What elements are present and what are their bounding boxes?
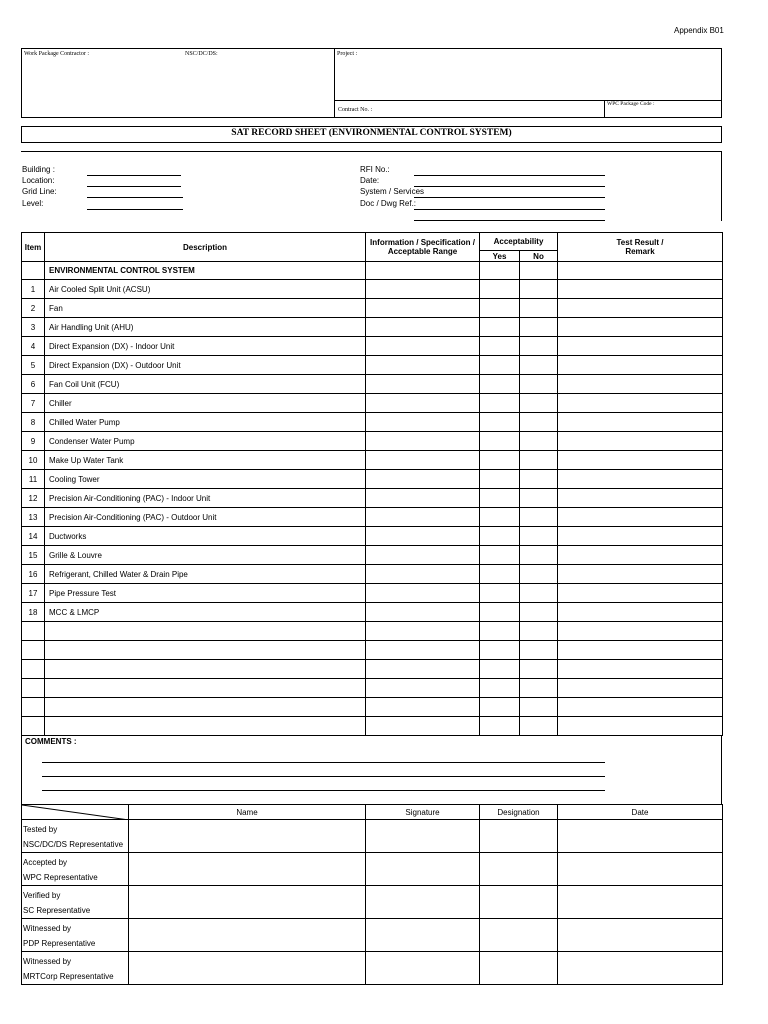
info-spec-cell[interactable] [366, 432, 480, 451]
item-description: Condenser Water Pump [45, 432, 366, 451]
item-number [22, 717, 45, 736]
role-cell [22, 820, 129, 853]
info-spec-cell[interactable] [366, 489, 480, 508]
location-label: Location: [22, 176, 55, 185]
test-result-cell[interactable] [558, 489, 723, 508]
table-row [22, 622, 723, 641]
item-number: 8 [22, 413, 45, 432]
test-result-cell[interactable] [558, 337, 723, 356]
item-description: Air Cooled Split Unit (ACSU) [45, 280, 366, 299]
info-spec-cell[interactable] [366, 584, 480, 603]
role-cell [22, 853, 129, 886]
table-row [22, 318, 723, 337]
info-spec-cell[interactable] [366, 508, 480, 527]
info-spec-cell[interactable] [366, 280, 480, 299]
comments-line-1[interactable] [42, 762, 605, 763]
no-cell[interactable] [520, 451, 558, 470]
yes-cell[interactable] [480, 603, 520, 622]
info-spec-cell[interactable] [366, 565, 480, 584]
yes-cell[interactable] [480, 318, 520, 337]
yes-cell[interactable] [480, 413, 520, 432]
test-result-cell[interactable] [558, 660, 723, 679]
grid-line-field[interactable] [87, 197, 183, 198]
name-cell[interactable] [129, 886, 366, 919]
no-cell[interactable] [520, 299, 558, 318]
signoff-table [21, 804, 723, 985]
no-header: No [520, 251, 558, 262]
table-row [22, 603, 723, 622]
item-number [22, 641, 45, 660]
item-number [22, 679, 45, 698]
item-number: 2 [22, 299, 45, 318]
table-row [22, 584, 723, 603]
test-result-cell[interactable] [558, 622, 723, 641]
item-number: 1 [22, 280, 45, 299]
table-row [22, 508, 723, 527]
date-cell[interactable] [558, 820, 723, 853]
signoff-row [22, 820, 723, 853]
yes-cell[interactable] [480, 508, 520, 527]
date-header: Date [558, 805, 723, 820]
yes-cell[interactable] [480, 394, 520, 413]
yes-cell[interactable] [480, 432, 520, 451]
signature-header: Signature [366, 805, 480, 820]
no-cell[interactable] [520, 508, 558, 527]
item-description [45, 717, 366, 736]
contract-no-label: Contract No. : [338, 107, 373, 113]
test-result-header: Test Result / Remark [558, 233, 723, 262]
item-number [22, 622, 45, 641]
wpc-package-code-label: WPC Package Code : [607, 101, 655, 107]
no-cell[interactable] [520, 375, 558, 394]
role-representative: SC Representative [23, 906, 91, 915]
table-row [22, 527, 723, 546]
table-row [22, 337, 723, 356]
info-spec-cell[interactable] [366, 356, 480, 375]
yes-cell[interactable] [480, 451, 520, 470]
item-description [45, 660, 366, 679]
comments-line-3[interactable] [42, 790, 605, 791]
yes-cell[interactable] [480, 660, 520, 679]
table-row [22, 451, 723, 470]
date-cell[interactable] [558, 853, 723, 886]
table-row [22, 394, 723, 413]
item-description: Fan [45, 299, 366, 318]
comments-line-2[interactable] [42, 776, 605, 777]
no-cell[interactable] [520, 603, 558, 622]
item-number: 9 [22, 432, 45, 451]
table-row [22, 299, 723, 318]
appendix-label: Appendix B01 [674, 26, 724, 35]
no-cell[interactable] [520, 413, 558, 432]
wp-contractor-label: Work Package Contractor : [24, 51, 89, 57]
item-description: Grille & Louvre [45, 546, 366, 565]
item-number: 18 [22, 603, 45, 622]
signature-cell[interactable] [366, 886, 480, 919]
yes-cell[interactable] [480, 299, 520, 318]
info-spec-cell[interactable] [366, 679, 480, 698]
item-description [45, 641, 366, 660]
yes-header: Yes [480, 251, 520, 262]
yes-cell[interactable] [480, 698, 520, 717]
signature-cell[interactable] [366, 919, 480, 952]
yes-cell[interactable] [480, 375, 520, 394]
yes-cell[interactable] [480, 337, 520, 356]
designation-cell[interactable] [480, 952, 558, 985]
test-result-cell[interactable] [558, 280, 723, 299]
item-number: 12 [22, 489, 45, 508]
doc-dwg-ref-field[interactable] [414, 209, 605, 210]
no-cell[interactable] [520, 337, 558, 356]
test-result-cell[interactable] [558, 717, 723, 736]
item-number [22, 698, 45, 717]
table-row [22, 660, 723, 679]
signoff-row [22, 886, 723, 919]
item-description: Direct Expansion (DX) - Indoor Unit [45, 337, 366, 356]
yes-cell[interactable] [480, 489, 520, 508]
item-description: Pipe Pressure Test [45, 584, 366, 603]
item-number [22, 660, 45, 679]
item-description: Fan Coil Unit (FCU) [45, 375, 366, 394]
info-spec-cell[interactable] [366, 622, 480, 641]
item-number: 6 [22, 375, 45, 394]
nsc-label: NSC/DC/DS: [185, 51, 218, 57]
page-title: SAT RECORD SHEET (ENVIRONMENTAL CONTROL SYSTEM) [231, 128, 512, 138]
item-number: 3 [22, 318, 45, 337]
no-cell[interactable] [520, 432, 558, 451]
building-field[interactable] [87, 175, 181, 176]
yes-cell[interactable] [480, 546, 520, 565]
role-action: Witnessed by [23, 957, 72, 966]
test-result-cell[interactable] [558, 641, 723, 660]
test-result-cell[interactable] [558, 451, 723, 470]
test-result-cell[interactable] [558, 432, 723, 451]
item-description: Precision Air-Conditioning (PAC) - Outdoor Unit [45, 508, 366, 527]
test-result-cell[interactable] [558, 565, 723, 584]
yes-cell[interactable] [480, 622, 520, 641]
test-result-cell[interactable] [558, 527, 723, 546]
test-result-cell[interactable] [558, 508, 723, 527]
test-result-cell[interactable] [558, 413, 723, 432]
diagonal-line [22, 805, 129, 820]
role-action: Witnessed by [23, 924, 72, 933]
info-spec-cell[interactable] [366, 660, 480, 679]
role-representative: NSC/DC/DS Representative [23, 840, 124, 849]
no-cell[interactable] [520, 527, 558, 546]
name-cell[interactable] [129, 919, 366, 952]
yes-cell[interactable] [480, 641, 520, 660]
comments-box [21, 735, 722, 805]
test-result-cell[interactable] [558, 546, 723, 565]
test-result-cell[interactable] [558, 375, 723, 394]
item-description: Air Handling Unit (AHU) [45, 318, 366, 337]
item-description: Direct Expansion (DX) - Outdoor Unit [45, 356, 366, 375]
yes-cell[interactable] [480, 717, 520, 736]
item-description: Ductworks [45, 527, 366, 546]
item-number: 10 [22, 451, 45, 470]
role-cell [22, 952, 129, 985]
doc-dwg-ref-label: Doc / Dwg Ref.: [360, 199, 417, 208]
test-result-cell[interactable] [558, 584, 723, 603]
yes-cell[interactable] [480, 565, 520, 584]
yes-cell[interactable] [480, 679, 520, 698]
date-field[interactable] [414, 186, 605, 187]
table-row [22, 413, 723, 432]
info-spec-cell[interactable] [366, 698, 480, 717]
section-title: ENVIRONMENTAL CONTROL SYSTEM [45, 262, 366, 280]
acceptability-header: Acceptability [480, 233, 558, 251]
item-number: 5 [22, 356, 45, 375]
info-spec-cell[interactable] [366, 527, 480, 546]
info-spec-cell[interactable] [366, 470, 480, 489]
test-result-cell[interactable] [558, 356, 723, 375]
signoff-row [22, 919, 723, 952]
signoff-row [22, 853, 723, 886]
test-result-cell[interactable] [558, 603, 723, 622]
name-header: Name [129, 805, 366, 820]
table-row [22, 470, 723, 489]
item-number: 15 [22, 546, 45, 565]
designation-cell[interactable] [480, 820, 558, 853]
rfi-no-field[interactable] [414, 175, 605, 176]
signoff-row [22, 952, 723, 985]
no-cell[interactable] [520, 356, 558, 375]
test-result-cell[interactable] [558, 394, 723, 413]
table-row [22, 375, 723, 394]
info-spec-cell[interactable] [366, 394, 480, 413]
item-description: Make Up Water Tank [45, 451, 366, 470]
signature-cell[interactable] [366, 853, 480, 886]
test-result-cell[interactable] [558, 698, 723, 717]
diagonal-corner-cell [22, 805, 129, 820]
yes-cell[interactable] [480, 280, 520, 299]
yes-cell[interactable] [480, 527, 520, 546]
designation-header: Designation [480, 805, 558, 820]
item-number: 17 [22, 584, 45, 603]
comments-label: COMMENTS : [25, 737, 77, 746]
item-number: 16 [22, 565, 45, 584]
signature-cell[interactable] [366, 820, 480, 853]
table-row [22, 565, 723, 584]
no-cell[interactable] [520, 470, 558, 489]
item-description [45, 622, 366, 641]
name-cell[interactable] [129, 952, 366, 985]
table-row [22, 280, 723, 299]
date-cell[interactable] [558, 919, 723, 952]
table-row [22, 717, 723, 736]
table-row [22, 679, 723, 698]
signature-cell[interactable] [366, 952, 480, 985]
table-row [22, 489, 723, 508]
test-result-cell[interactable] [558, 679, 723, 698]
name-cell[interactable] [129, 853, 366, 886]
info-spec-cell[interactable] [366, 546, 480, 565]
role-cell [22, 919, 129, 952]
table-row [22, 356, 723, 375]
date-cell[interactable] [558, 886, 723, 919]
info-spec-cell[interactable] [366, 375, 480, 394]
name-cell[interactable] [129, 820, 366, 853]
item-number: 11 [22, 470, 45, 489]
item-description: MCC & LMCP [45, 603, 366, 622]
item-description: Refrigerant, Chilled Water & Drain Pipe [45, 565, 366, 584]
item-header: Item [22, 233, 45, 262]
info-spec-cell[interactable] [366, 337, 480, 356]
info-spec-cell[interactable] [366, 641, 480, 660]
table-row [22, 546, 723, 565]
date-label: Date: [360, 176, 380, 185]
no-cell[interactable] [520, 717, 558, 736]
level-field[interactable] [87, 209, 183, 210]
yes-cell[interactable] [480, 470, 520, 489]
system-services-field[interactable] [414, 197, 605, 198]
no-cell[interactable] [520, 641, 558, 660]
item-number: 4 [22, 337, 45, 356]
no-cell[interactable] [520, 280, 558, 299]
system-services-label: System / Services [360, 187, 425, 196]
no-cell[interactable] [520, 489, 558, 508]
info-spec-header: Information / Specification / Acceptable Range [366, 233, 480, 262]
no-cell[interactable] [520, 546, 558, 565]
no-cell[interactable] [520, 622, 558, 641]
location-field[interactable] [87, 186, 181, 187]
building-label: Building : [22, 165, 55, 174]
item-description: Precision Air-Conditioning (PAC) - Indoor Unit [45, 489, 366, 508]
info-spec-cell[interactable] [366, 603, 480, 622]
date-cell[interactable] [558, 952, 723, 985]
checklist-table [21, 232, 723, 736]
table-row [22, 641, 723, 660]
item-description [45, 679, 366, 698]
no-cell[interactable] [520, 660, 558, 679]
rfi-no-label: RFI No.: [360, 165, 390, 174]
test-result-cell[interactable] [558, 470, 723, 489]
role-action: Verified by [23, 891, 61, 900]
no-cell[interactable] [520, 584, 558, 603]
info-spec-cell[interactable] [366, 318, 480, 337]
table-row [22, 432, 723, 451]
grid-line-label: Grid Line: [22, 187, 57, 196]
doc-dwg-ref-field-2[interactable] [414, 220, 605, 221]
role-action: Tested by [23, 825, 58, 834]
role-representative: MRTCorp Representative [23, 972, 114, 981]
test-result-cell[interactable] [558, 299, 723, 318]
yes-cell[interactable] [480, 356, 520, 375]
table-row [22, 698, 723, 717]
role-representative: WPC Representative [23, 873, 98, 882]
info-spec-cell[interactable] [366, 451, 480, 470]
test-result-cell[interactable] [558, 318, 723, 337]
no-cell[interactable] [520, 698, 558, 717]
level-label: Level: [22, 199, 44, 208]
item-description: Chilled Water Pump [45, 413, 366, 432]
item-description: Chiller [45, 394, 366, 413]
role-representative: PDP Representative [23, 939, 96, 948]
item-number: 13 [22, 508, 45, 527]
info-spec-cell[interactable] [366, 717, 480, 736]
item-description: Cooling Tower [45, 470, 366, 489]
no-cell[interactable] [520, 565, 558, 584]
role-action: Accepted by [23, 858, 68, 867]
yes-cell[interactable] [480, 584, 520, 603]
designation-cell[interactable] [480, 886, 558, 919]
item-description [45, 698, 366, 717]
designation-cell[interactable] [480, 853, 558, 886]
info-spec-cell[interactable] [366, 413, 480, 432]
item-number: 14 [22, 527, 45, 546]
designation-cell[interactable] [480, 919, 558, 952]
role-cell [22, 886, 129, 919]
project-label: Project : [337, 51, 358, 57]
info-spec-cell[interactable] [366, 299, 480, 318]
no-cell[interactable] [520, 679, 558, 698]
no-cell[interactable] [520, 394, 558, 413]
item-number: 7 [22, 394, 45, 413]
description-header: Description [45, 233, 366, 262]
no-cell[interactable] [520, 318, 558, 337]
